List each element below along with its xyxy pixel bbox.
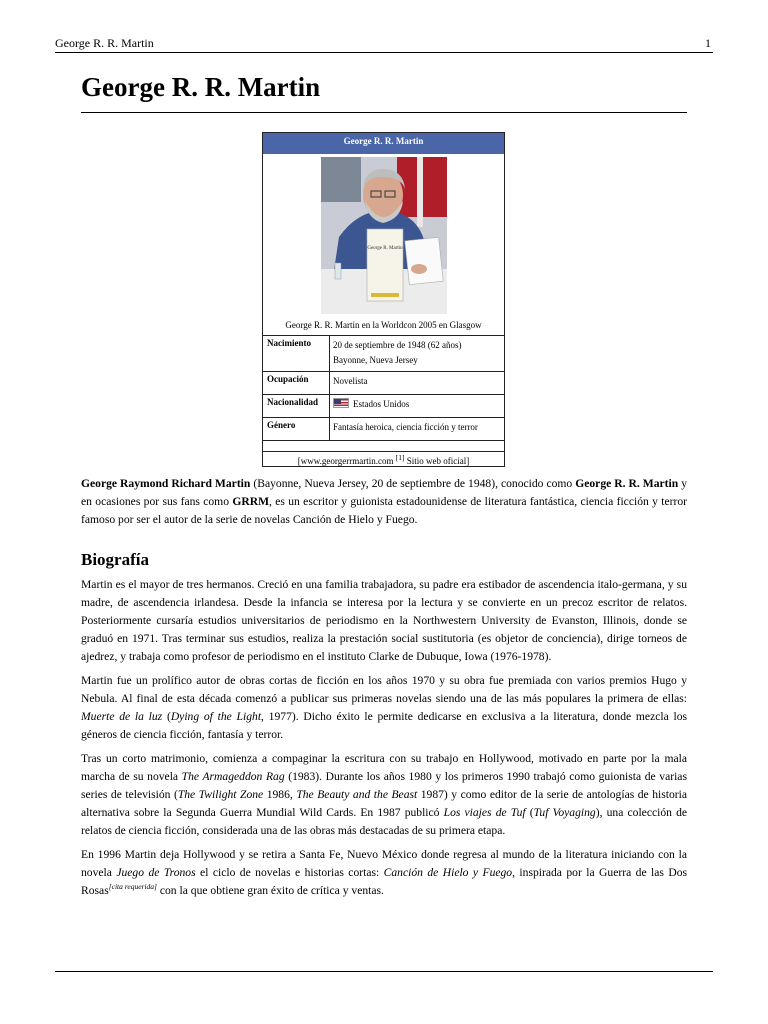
website-label: Sitio web oficial] — [406, 456, 470, 466]
nickname: GRRM — [232, 495, 270, 508]
p2-title-2: Dying of the Light — [170, 710, 262, 723]
infobox-spacer — [263, 440, 504, 451]
p3-text-c: 1986, — [263, 788, 297, 801]
p3-text-d: 1987) y como editor de la serie de antologías de historia alternativa sobre la Segunda Guerra Mundial Wild Cards. En 1987 publicó — [81, 788, 687, 819]
author-photo-illustration — [321, 157, 447, 314]
ocupacion-label: Ocupación — [263, 372, 330, 394]
website-ref[interactable]: [1] — [395, 453, 405, 462]
lead-text-1: (Bayonne, Nueva Jersey, 20 de septiembre de 1948), conocido como — [250, 477, 576, 490]
p2-title-1: Muerte de la luz — [81, 710, 163, 723]
infobox-website — [263, 451, 504, 466]
full-name: George Raymond Richard Martin — [81, 477, 251, 490]
infobox-row-genero — [263, 417, 504, 440]
author-photo — [321, 157, 447, 314]
section-title-biografia: Biografía — [81, 550, 149, 569]
lead-text-2: y en ocasiones por sus fans como — [81, 477, 688, 508]
p4-title-1: Juego de Tronos — [116, 866, 196, 879]
running-header-title: George R. R. Martin — [55, 36, 154, 50]
lead-text-3: , es un escritor y guionista estadounidense de literatura fantástica, ciencia ficción y terror famoso por ser el autor de la serie de novelas Canción de Hielo y Fuego. — [81, 495, 687, 526]
birth-date: 20 de septiembre de 1948 (62 años) — [333, 340, 462, 350]
p3-title-1: The Armageddon Rag — [181, 770, 285, 783]
p2-text-c: , 1977). Dicho éxito le permite dedicarse en exclusiva a la literatura, donde mezcla los géneros de ciencia ficción, fantasía y terror. — [81, 710, 687, 741]
nacimiento-value — [330, 336, 504, 371]
citation-needed[interactable]: [cita requerida] — [108, 882, 157, 892]
p3-title-4: Los viajes de Tuf — [443, 806, 526, 819]
footer-rule — [55, 971, 713, 972]
page-title: George R. R. Martin — [81, 70, 687, 113]
genero-value: Fantasía heroica, ciencia ficción y terror — [333, 422, 478, 432]
infobox — [262, 132, 505, 467]
infobox-header: George R. R. Martin — [263, 133, 504, 154]
p3-text-f: ), una colección de relatos de ciencia ficción, considerada una de las obras más destacadas de su primera etapa. — [81, 806, 688, 837]
p4-text-d: con la que obtiene gran éxito de crítica y ventas. — [156, 884, 384, 897]
genero-label: Género — [263, 418, 330, 440]
infobox-row-nacimiento — [263, 335, 504, 371]
nacionalidad-text: Estados Unidos — [353, 399, 410, 409]
lead-paragraph — [81, 475, 687, 535]
p4-text-a: En 1996 Martin deja Hollywood y se retira a Santa Fe, Nuevo México donde regresa al mundo de la literatura iniciando con la novela — [81, 848, 687, 879]
p3-title-2: The Twilight Zone — [177, 788, 264, 801]
p4-text-c: , inspirada por la Guerra de las Dos Rosas — [81, 866, 688, 897]
bio-paragraph-2 — [81, 672, 687, 744]
birth-place: Bayonne, Nueva Jersey — [333, 355, 418, 365]
p3-text-b: (1983). Durante los años 1980 y los primeros 1990 trabajó como guionista de varias series de televisión ( — [81, 770, 687, 801]
running-header — [55, 36, 713, 53]
bio-paragraph-1: Martin es el mayor de tres hermanos. Creció en una familia trabajadora, su padre era estibador de ascendencia italo-germana, y su madre, de ascendencia irlandesa. Desde la infancia se interesa por la lectura y se convierte en un precoz escritor de relatos. Posteriormente cursaría estudios universitarios de periodismo en la Northwestern University de Evanston, Illinois, donde se graduó en 1971. Tras terminar sus estudios, realiza la prestación social sustitutoria (es objetor de conciencia), dirige torneos de ajedrez, y trabaja como profesor de periodismo en el instituto Clarke de Dubuque, Iowa (1976-1978). — [81, 578, 687, 663]
p3-text-e: ( — [525, 806, 534, 819]
p2-text-a: Martin fue un prolífico autor de obras cortas de ficción en los años 1970 y su obra fue premiada con varios premios Hugo y Nebula. Al final de esta década comenzó a publicar sus primeras novelas siendo una de las más populares la primera de ellas: — [81, 674, 687, 705]
p2-text-b: ( — [162, 710, 171, 723]
book-cover-label: George R. Martin — [366, 246, 403, 251]
bio-paragraph-3 — [81, 750, 687, 840]
p3-text-a: Tras un corto matrimonio, comienza a compaginar la escritura con su trabajo en Hollywood, motivado en parte por la mala marcha de su novela — [81, 752, 687, 783]
nacionalidad-label: Nacionalidad — [263, 395, 330, 417]
p3-title-3: The Beauty and the Beast — [296, 788, 418, 801]
biography-section — [81, 576, 687, 906]
ocupacion-value: Novelista — [333, 376, 368, 386]
nacimiento-label: Nacimiento — [263, 336, 330, 371]
short-name: George R. R. Martin — [575, 477, 679, 490]
photo-caption: George R. R. Martin en la Worldcon 2005 en Glasgow — [285, 320, 482, 330]
p3-title-5: Tuf Voyaging — [533, 806, 596, 819]
website-link[interactable]: [www.georgerrmartin.com — [297, 456, 394, 466]
us-flag-icon — [333, 398, 349, 408]
p4-title-2: Canción de Hielo y Fuego — [383, 866, 513, 879]
infobox-row-ocupacion — [263, 371, 504, 394]
page-number: 1 — [705, 36, 711, 50]
nacionalidad-value — [330, 395, 504, 417]
bio-paragraph-4 — [81, 846, 687, 900]
p4-text-b: el ciclo de novelas e historias cortas: — [195, 866, 384, 879]
infobox-row-nacionalidad — [263, 394, 504, 417]
